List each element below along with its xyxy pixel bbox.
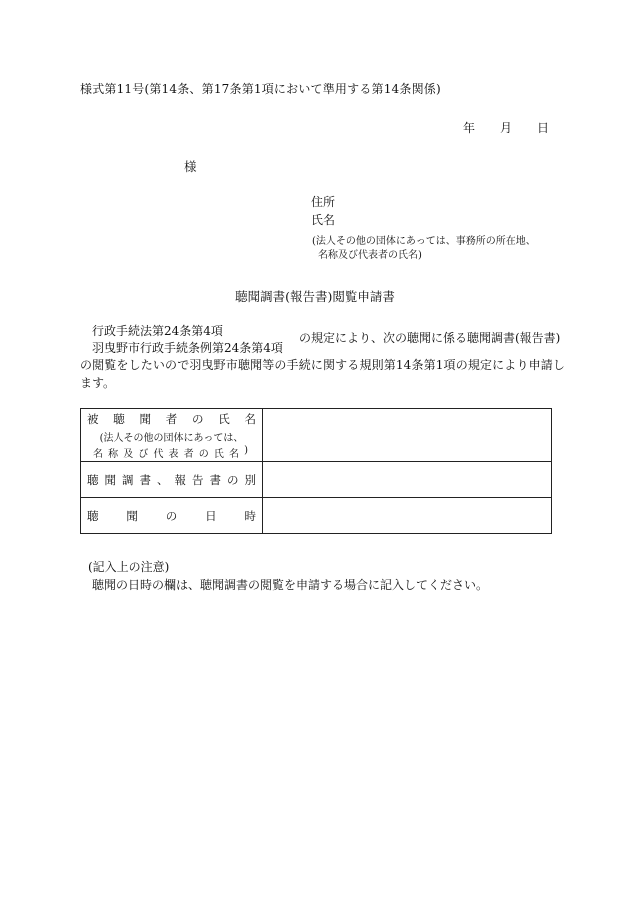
- hearing-datetime-label-cell: [81, 498, 263, 534]
- table-row-hearing-subject: [81, 409, 552, 462]
- applicant-note-line1: (法人その他の団体にあっては、事務所の所在地、: [312, 236, 536, 247]
- hearing-datetime-label: 聴 聞 の 日 時: [87, 508, 256, 523]
- body-line-2: の閲覧をしたいので羽曳野市聴聞等の手続に関する規則第14条第1項の規定により申請し: [80, 358, 566, 372]
- date-year: 年: [463, 121, 476, 135]
- hearing-subject-label-cell: [81, 409, 263, 462]
- report-type-label-cell: [81, 462, 263, 498]
- application-details-table: [80, 408, 552, 534]
- law-option-1: 行政手続法第24条第4項: [92, 324, 223, 338]
- notes-text: 聴聞の日時の欄は、聴聞調書の閲覧を申請する場合に記入してください。: [92, 578, 489, 592]
- applicant-address-label: 住所: [311, 195, 336, 209]
- hearing-subject-sub2: 名 称 及 び 代 表 者 の 氏 名 ): [93, 444, 248, 460]
- hearing-datetime-value-cell[interactable]: [263, 498, 552, 534]
- hearing-subject-label: 被 聴 聞 者 の 氏 名: [87, 411, 256, 426]
- notes-heading: (記入上の注意): [88, 560, 170, 574]
- table-row-report-type: [81, 462, 552, 498]
- report-type-label: 聴 聞 調 書 、 報 告 書 の 別: [87, 472, 256, 487]
- law-clause-tail: の規定により、次の聴聞に係る聴聞調書(報告書): [299, 331, 561, 345]
- date-month: 月: [500, 121, 513, 135]
- date-day: 日: [537, 121, 550, 135]
- document-title: 聴聞調書(報告書)閲覧申請書: [235, 289, 395, 304]
- applicant-note-line2: 名称及び代表者の氏名): [318, 250, 422, 261]
- addressee-suffix: 様: [184, 159, 197, 174]
- body-line-3: ます。: [80, 376, 116, 390]
- applicant-name-label: 氏名: [311, 213, 336, 227]
- table-row-hearing-datetime: [81, 498, 552, 534]
- hearing-subject-sub1: (法人その他の団体にあっては、: [99, 432, 244, 444]
- form-number: 様式第11号(第14条、第17条第1項において準用する第14条関係): [80, 82, 441, 96]
- hearing-subject-value-cell[interactable]: [263, 409, 552, 462]
- date-line: [463, 119, 549, 136]
- report-type-value-cell[interactable]: [263, 462, 552, 498]
- law-option-2: 羽曳野市行政手続条例第24条第4項: [92, 341, 283, 355]
